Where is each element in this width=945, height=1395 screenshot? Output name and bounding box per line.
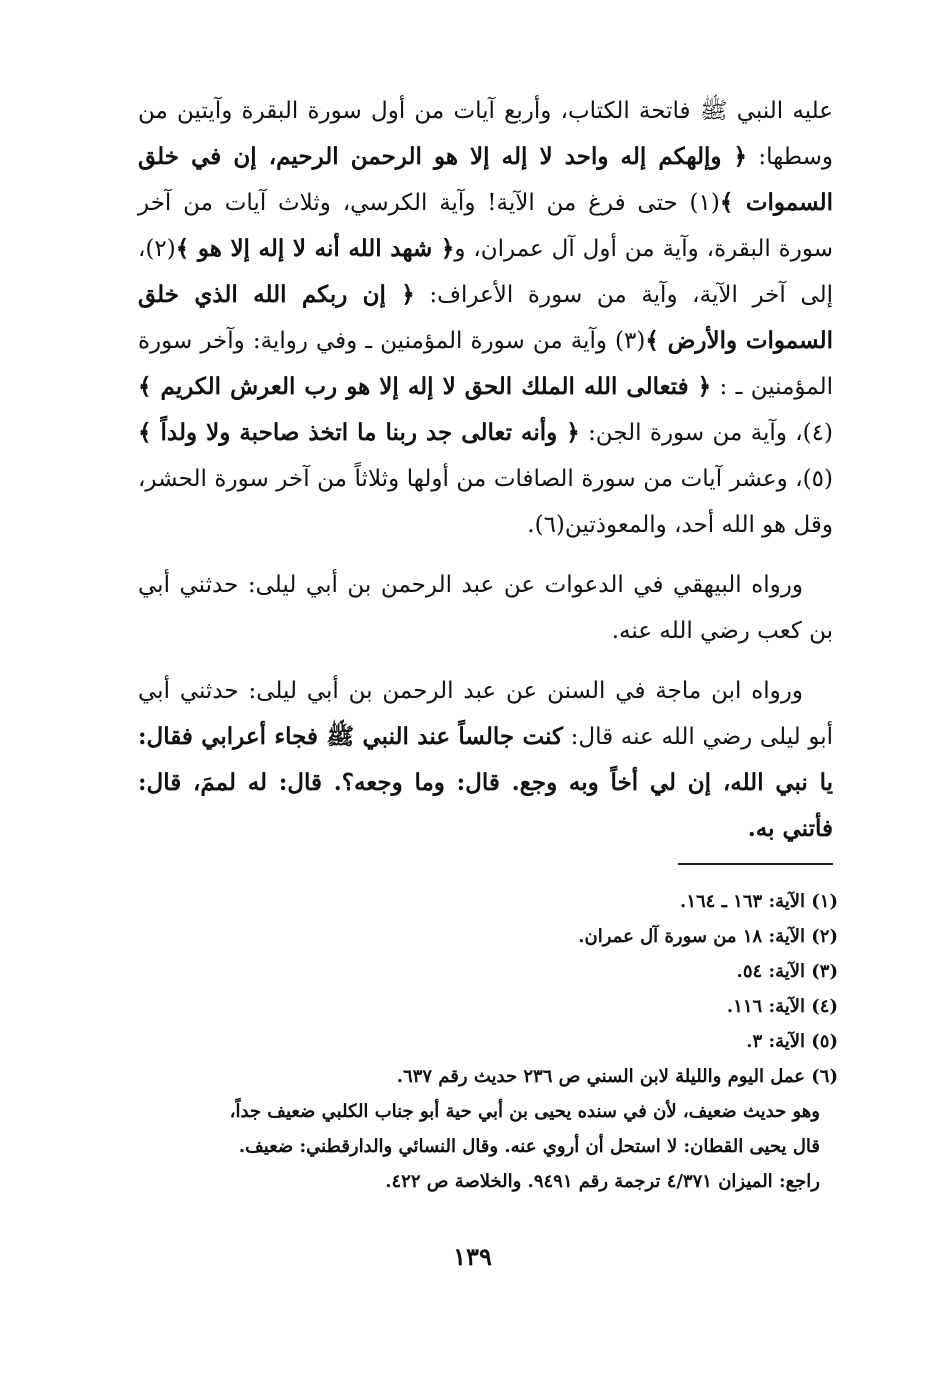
quran-quote-1: ﴿ وإلهكم إله واحد لا إله إلا هو الرحمن الرحيم، إن في خلق السموات ﴾ <box>138 143 834 216</box>
quran-quote-4: ﴿ فتعالى الله الملك الحق لا إله إلا هو رب العرش الكريم ﴾ <box>138 373 712 400</box>
paragraph-1-text-1: عليه النبي ﷺ فاتحة الكتاب، وأربع آيات من أول سورة البقرة وآيتين من وسطها: <box>138 98 834 170</box>
main-text <box>138 88 833 866</box>
footnote-1: (١) الآية: ١٦٣ ـ ١٦٤. <box>680 891 838 912</box>
footnote-5: (٥) الآية: ٣. <box>746 1031 838 1052</box>
footnote-2: (٢) الآية: ١٨ من سورة آل عمران. <box>578 926 838 947</box>
footnote-6-continuation-2: قال يحيى القطان: لا استحل أن أروي عنه. وقال النسائي والدارقطني: ضعيف. <box>238 1136 820 1157</box>
paragraph-2: ورواه البيهقي في الدعوات عن عبد الرحمن بن أبي ليلى: حدثني أبي بن كعب رضي الله عنه. <box>138 572 833 644</box>
footnote-6-continuation-1: وهو حديث ضعيف، لأن في سنده يحيى بن أبي حية أبو جناب الكلبي ضعيف جداً، <box>229 1101 820 1122</box>
quran-quote-2: ﴿ شهد الله أنه لا إله إلا هو ﴾ <box>175 235 455 262</box>
paragraph-3-text-1: ورواه ابن ماجة في السنن عن عبد الرحمن بن أبي ليلى: حدثني أبي أبو ليلى رضي الله عنه قال: <box>138 678 833 750</box>
paragraph-1-text-5: (٤)، وآية من سورة الجن: <box>579 420 833 446</box>
paragraph-1 <box>138 88 833 548</box>
paragraph-1-text-3: (٢)، إلى آخر الآية، وآية من سورة الأعراف: <box>138 236 833 308</box>
paragraph-3-text-2: كنت جالساً عند النبي ﷺ فجاء أعرابي فقال: يا نبي الله، إن لي أخاً وبه وجع. قال: وما وجعه؟. قال: له لممَ، قال: فأتني به. <box>138 723 833 842</box>
footnote-divider <box>678 863 833 865</box>
paragraph-1-text-6: (٥)، وعشر آيات من سورة الصافات من أولها وثلاثاً من آخر سورة الحشر، وقل هو الله أحد، والمعوذتين(٦). <box>138 466 833 538</box>
quran-quote-5: ﴿ وأنه تعالى جد ربنا ما اتخذ صاحبة ولا ولداً ﴾ <box>138 419 580 446</box>
page-number: ١٣٩ <box>453 1242 492 1271</box>
footnote-6-continuation-3: راجع: الميزان ٤/٣٧١ ترجمة رقم ٩٤٩١. والخلاصة ص ٤٢٢. <box>385 1171 820 1192</box>
paragraph-1-text-4: (٣) وآية من سورة المؤمنين ـ وفي رواية: وآخر سورة المؤمنين ـ : <box>138 328 833 400</box>
paragraph-1-text-2: (١) حتى فرغ من الآية! وآية الكرسي، وثلاث آيات من آخر سورة البقرة، وآية من أول آل عمران، و <box>138 190 833 262</box>
footnote-6: (٦) عمل اليوم والليلة لابن السني ص ٢٣٦ حديث رقم ٦٣٧. <box>396 1066 838 1087</box>
footnote-4: (٤) الآية: ١١٦. <box>726 996 838 1017</box>
paragraph-3 <box>138 668 833 852</box>
quran-quote-3: ﴿ إن ربكم الله الذي خلق السموات والأرض ﴾ <box>138 281 833 354</box>
footnote-3: (٣) الآية: ٥٤. <box>736 961 838 982</box>
footnotes <box>138 884 838 1199</box>
